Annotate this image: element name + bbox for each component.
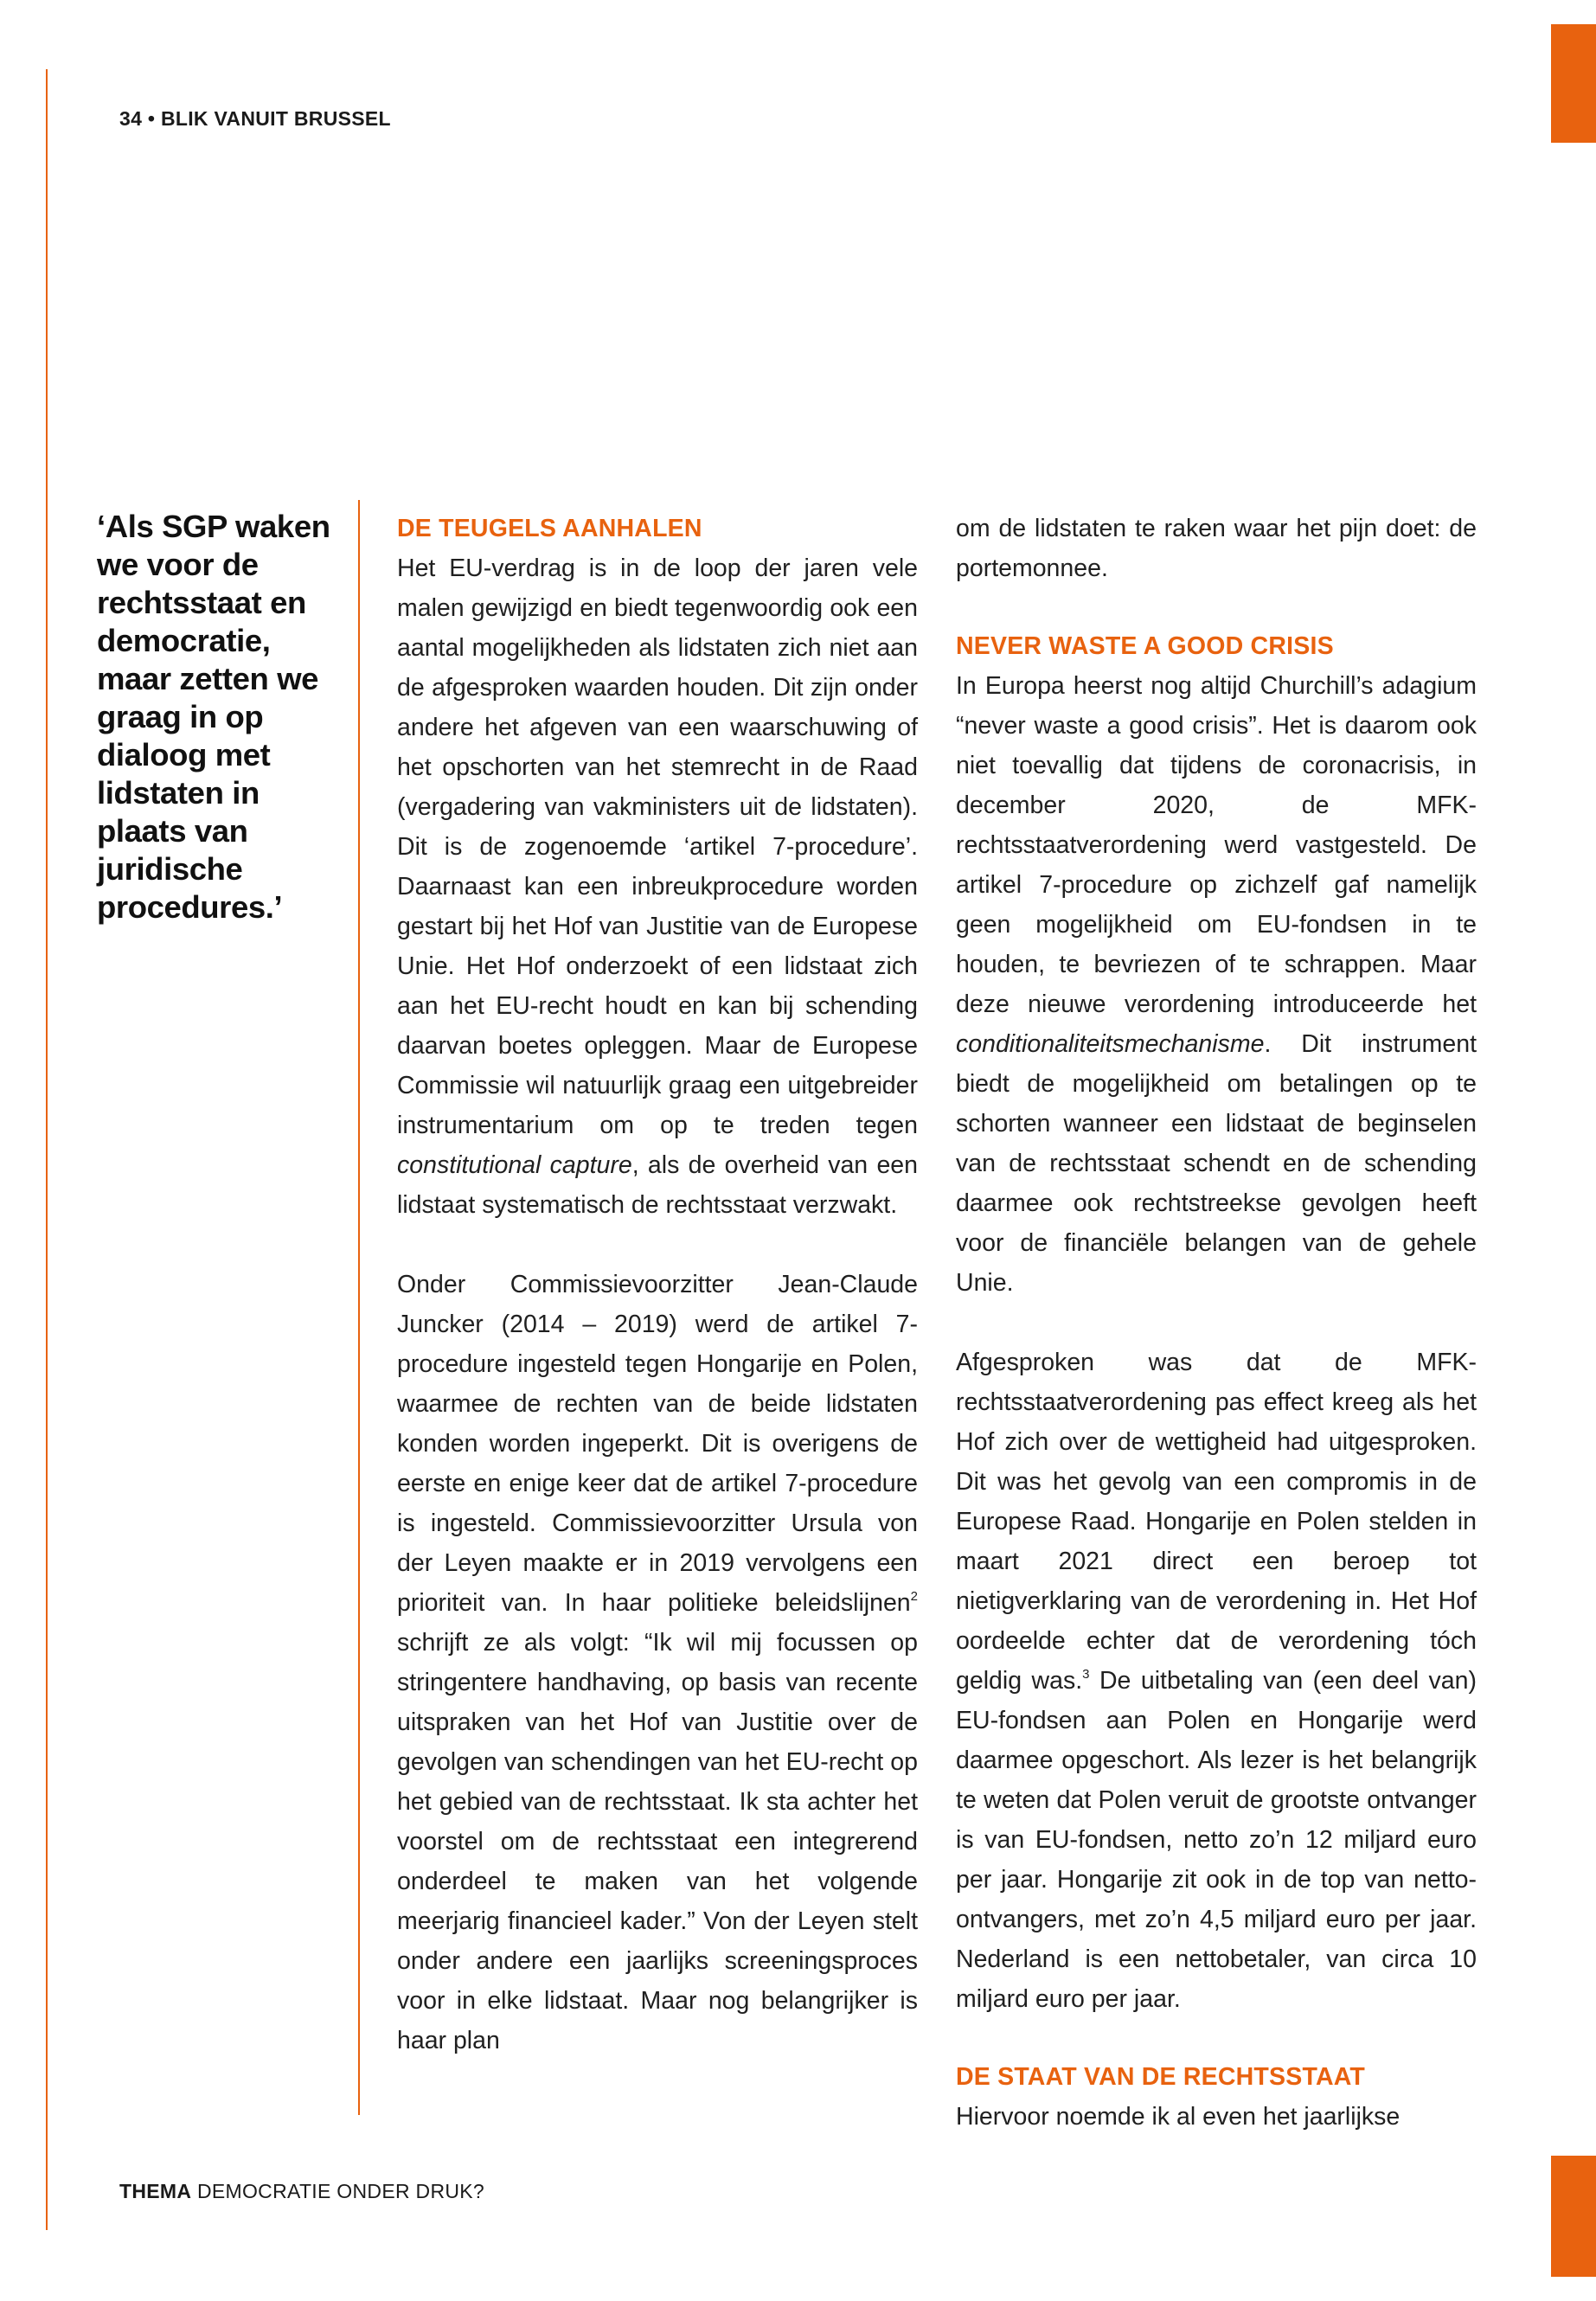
thema-title: DEMOCRATIE ONDER DRUK? — [196, 2180, 485, 2202]
footnote-ref: 2 — [910, 1588, 918, 1604]
paragraph: Onder Commissievoorzitter Jean-Claude Juncker (2014 – 2019) werd de artikel 7-procedure ingesteld tegen Hongarije en Polen, waarmee de rechten van de beide lidstaten konden worden ingeperkt. Dit is overigens de eerste en enige keer dat de artikel 7-procedure is ingesteld. Commissievoorzitter Ursula von der Leyen maakte er in 2019 vervolgens een prioriteit van. In haar politieke beleidslijnen$^2$ schrijft ze als volgt: “Ik wil mij focussen op stringentere handhaving, op basis van recente uitspraken van het Hof van Justitie over de gevolgen van schendingen van het EU-recht op het gebied van de rechtsstaat. Ik sta achter het voorstel om de rechtsstaat een integrerend onderdeel te maken van het volgende meerjarig financieel kader.” Von der Leyen stelt onder andere een jaarlijks screeningsproces voor in elke lidstaat. Maar nog belangrijker is haar plan — [397, 1271, 918, 2054]
column-divider-rule — [358, 500, 360, 2115]
heading-teugels-aanhalen: DE TEUGELS AANHALEN — [397, 515, 702, 542]
paragraph: Afgesproken was dat de MFK-rechtsstaatverordening pas effect kreeg als het Hof zich over de wettigheid had uitgesproken. Dit was het gevolg van een compromis in de Europese Raad. Hongarije en Polen stelden in maart 2021 direct een beroep tot nietigverklaring van de verordening in. Het Hof oordeelde echter dat de verordening tóch geldig was.$^3$ De uitbetaling van (een deel van) EU-fondsen aan Polen en Hongarije werd daarmee opgeschort. Als lezer is het belangrijk te weten dat Polen veruit de grootste ontvanger is van EU-fondsen, netto zo’n 12 miljard euro per jaar. Hongarije zit ook in de top van netto-ontvangers, met zo’n 4,5 miljard euro per jaar. Nederland is een nettobetaler, van circa 10 miljard euro per jaar. — [956, 1349, 1477, 2013]
header-separator: • — [147, 107, 156, 130]
section-title: BLIK VANUIT BRUSSEL — [160, 107, 391, 130]
paragraph: Hiervoor noemde ik al even het jaarlijkse — [956, 2103, 1401, 2131]
heading-staat-van-de-rechtsstaat: DE STAAT VAN DE RECHTSSTAAT — [956, 2063, 1366, 2091]
thema-label: THEMA — [119, 2180, 192, 2202]
paragraph: Het EU-verdrag is in de loop der jaren vele malen gewijzigd en biedt tegenwoordig ook een aantal mogelijkheden als lidstaten zich niet aan de afgesproken waarden houden. Dit zijn onder andere het afgeven van een waarschuwing of het opschorten van het stemrecht in de Raad (vergadering van vakministers uit de lidstaten). Dit is de zogenoemde ‘artikel 7-procedure’. Daarnaast kan een inbreukprocedure worden gestart bij het Hof van Justitie van de Europese Unie. Het Hof onderzoekt of een lidstaat zich aan het EU-recht houdt en kan bij schending daarvan boetes opleggen. Maar de Europese Commissie wil natuurlijk graag een uitgebreider instrumentarium om op te treden tegen constitutional capture, als de overheid van een lidstaat systematisch de rechtsstaat verzwakt. — [397, 554, 918, 1219]
pull-quote: ‘Als SGP waken we voor de rechtsstaat en democratie, maar zetten we graag in op dialoog met lidstaten in plaats van juridische procedures.’ — [97, 509, 330, 925]
page-number: 34 — [119, 107, 143, 130]
article-column-1 — [397, 509, 918, 2061]
paragraph: om de lidstaten te raken waar het pijn doet: de portemonnee. — [956, 515, 1477, 582]
orange-edge-tab-top — [1551, 24, 1596, 143]
paragraph: In Europa heerst nog altijd Churchill’s adagium “never waste a good crisis”. Het is daarom ook niet toevallig dat tijdens de coronacrisis, in december 2020, de MFK-rechtsstaatverordening werd vastgesteld. De artikel 7-procedure op zichzelf gaf namelijk geen mogelijkheid om EU-fondsen in te houden, te bevriezen of te schrappen. Maar deze nieuwe verordening introduceerde het conditionaliteitsmechanisme. Dit instrument biedt de mogelijkheid om betalingen op te schorten wanneer een lidstaat de beginselen van de rechtsstaat schendt en de schending daarmee ook rechtstreekse gevolgen heeft voor de financiële belangen van de gehele Unie. — [956, 672, 1477, 1297]
margin-rule — [46, 69, 48, 2230]
footnote-ref: 3 — [1082, 1666, 1090, 1682]
orange-edge-tab-bottom — [1551, 2156, 1596, 2277]
running-header — [119, 107, 391, 131]
heading-never-waste: NEVER WASTE A GOOD CRISIS — [956, 632, 1334, 660]
article-column-2 — [956, 509, 1477, 2137]
running-footer — [119, 2180, 484, 2203]
